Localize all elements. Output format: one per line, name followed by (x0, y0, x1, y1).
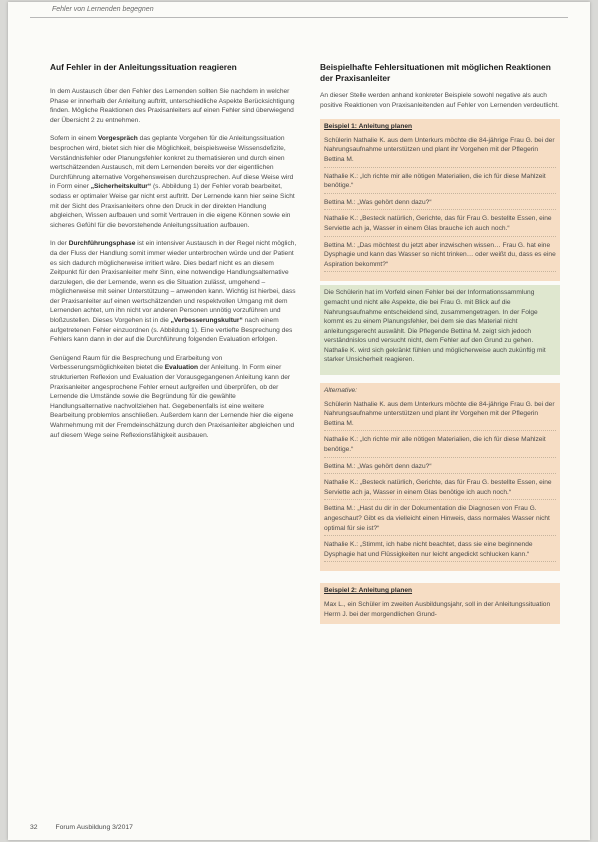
left-column (50, 62, 298, 449)
right-column (320, 62, 560, 624)
left-paragraph-2: Sofern in einem Vorgespräch das geplante Vorgehen für die Anleitungssituation besprochen wird, bietet sich hier die Möglichkeit, beispielsweise Wissensdefizite, Verständnisfehler oder Planungsfehler konkret zu thematisieren und durch einen wertschätzenden Austausch, mit dem Lernenden bereits vor der eigentlichen Durchführung alternative Vorgehensweisen durchzusprechen. Auf diese Weise wird in Form einer „Sicherheitskultur“ (s. Abbildung 1) der Fehler vorab bearbeitet, sodass er optimaler Weise gar nicht erst auftritt. Der Lernende kann hier seine Sicht mit der Sicht des Praxisanleiters ohne den Druck in der direkten Handlung abgleichen, Wissen aufbauen und somit Vertrauen in die eigene Können sowie ein sicheres Gefühl für die bevorstehende Anleitungssituation aufbauen. (50, 135, 295, 229)
dialog-line: Schülerin Nathalie K. aus dem Unterkurs möchte die 84-jährige Frau G. bei der Nahrungsaufnahme unterstützen und plant ihr Vorgehen mit der Pflegerin Bettina M. (324, 136, 556, 168)
page-number: 32 (30, 824, 38, 831)
dialog-line: Bettina M.: „Hast du dir in der Dokumentation die Diagnosen von Frau G. angeschaut? Gibt es da vielleicht einen Hinweis, dass normales Wasser nicht optimal für sie ist?“ (324, 504, 556, 536)
dialog-line: Bettina M.: „Was gehört denn dazu?“ (324, 462, 556, 475)
page-footer (30, 824, 133, 831)
dialog-line: Nathalie K.: „Ich richte mir alle nötigen Materialien, die ich für diese Mahlzeit benötige.“ (324, 172, 556, 194)
right-section-title: Beispielhafte Fehlersituationen mit möglichen Reaktionen der Praxisanleiter (320, 62, 551, 83)
example-1-reaction (320, 285, 560, 375)
example-2-text: Max L., ein Schüler im zweiten Ausbildungsjahr, soll in der Anleitungssituation Herrn J. bei der morgendlichen Grund- (324, 600, 551, 618)
running-head: Fehler von Lernenden begegnen (52, 6, 154, 13)
alternative-heading: Alternative: (324, 387, 357, 395)
document-page (8, 2, 590, 840)
dialog-line: Nathalie K.: „Stimmt, ich habe nicht beachtet, dass sie eine beginnende Dysphagie hat und Flüssigkeiten nur leicht angedickt schlucken kann.“ (324, 540, 556, 562)
left-paragraph-3: In der Durchführungsphase ist ein intensiver Austausch in der Regel nicht möglich, da der Fluss der Handlung somit immer wieder unterbrochen würde und der Patient es sich dadurch möglicherweise irritiert wäre. Dies bedarf nicht es an diesem Zeitpunkt für den Praxisanleiter mehr Sinn, eine notwendige Handlungsalternative darzulegen, die der Lernende, wenn es die Situation zulässt, umgehend – möglicherweise mit seiner Unterstützung – anwenden kann. Wichtig ist hierbei, dass der Praxisanleiter auf einen wertschätzenden und respektvollen Umgang mit dem Lernenden achtet, um ihn nicht vor anderen Personen unnötig vorzuführen und bloßzustellen. Dieses Vorgehen ist in die „Verbesserungskultur“ nach einem aufgetretenen Fehler einzuordnen (s. Abbildung 1). Eine vertiefte Besprechung des Fehlers kann dann in der auf die Durchführung folgenden Evaluation erfolgen. (50, 240, 297, 344)
dialog-line: Nathalie K.: „Besteck natürlich, Gerichte, das für Frau G. bestellte Essen, eine Serviette ach ja, Wasser in einem Glas benötige ich auch noch.“ (324, 478, 556, 500)
dialog-line: Nathalie K.: „Ich richte mir alle nötigen Materialien, die ich für diese Mahlzeit benötige.“ (324, 435, 556, 457)
alternative-box (320, 383, 560, 571)
example-1-heading: Beispiel 1: Anleitung planen (324, 123, 413, 131)
example-2-box (320, 583, 560, 624)
left-paragraph-1: In dem Austausch über den Fehler des Lernenden sollten Sie nachdem in welcher Phase er innerhalb der Anleitung auftritt, unterschiedliche Aspekte Berücksichtigung finden. Mögliche Reaktionen des Praxisanleiters auf einen Fehler sind überwiegend der Übersicht 2 zu entnehmen. (50, 88, 295, 124)
dialog-line: Schülerin Nathalie K. aus dem Unterkurs möchte die 84-jährige Frau G. bei der Nahrungsaufnahme unterstützen und plant ihr Vorgehen mit der Pflegerin Bettina M. (324, 400, 556, 432)
journal-name: Forum Ausbildung 3/2017 (55, 824, 133, 831)
right-intro: An dieser Stelle werden anhand konkreter Beispiele sowohl negative als auch positive Reaktionen von Praxisanleitenden auf Fehler von Lernenden verdeutlicht. (320, 92, 559, 109)
left-paragraph-4: Genügend Raum für die Besprechung und Erarbeitung von Verbesserungsmöglichkeiten bietet die Evaluation der Anleitung. In Form einer strukturierten Reflexion und Evaluation der Vorausgegangenen Anleitung kann der Praxisanleiter angesprochene Fehler erneut aufgreifen und überprüfen, ob der Lernende die Umstände sowie die Begründung für die gewählte Handlungsalternative nachvollziehen hat. Gegebenenfalls ist eine weitere Bearbeitung problemlos anschließen. Außerdem kann der Lernende hier die eigene Wahrnehmung mit der Fremdeinschätzung durch den Praxisanleiter abgleichen und auf diesem Wege seine Reflexionsfähigkeit ausbauen. (50, 354, 295, 439)
example-2-heading: Beispiel 2: Anleitung planen (324, 587, 413, 595)
dialog-line: Bettina M.: „Das möchtest du jetzt aber inzwischen wissen… Frau G. hat eine Dysphagie und kann das Wasser so nicht trinken… oder weißt du, dass es eine Aspiration bekommt?“ (324, 241, 556, 273)
dialog-line: Nathalie K.: „Besteck natürlich, Gerichte, das für Frau G. bestellte Essen, eine Serviette ach ja, Wasser in einem Glas brauche ich auch noch.“ (324, 214, 556, 236)
example-1-box (320, 119, 560, 281)
header-rule (30, 17, 568, 18)
dialog-line: Bettina M.: „Was gehört denn dazu?“ (324, 198, 556, 211)
left-section-title: Auf Fehler in der Anleitungssituation reagieren (50, 62, 237, 72)
reaction-text: Die Schülerin hat im Vorfeld einen Fehler bei der Informationssammlung gemacht und nicht alle Aspekte, die bei Frau G. mit Blick auf die Nahrungsaufnahme entscheidend sind, zusammengetragen. In der Folge kommt es zu einem Planungsfehler, bei dem sie das Material nicht anleitungsgerecht auswählt. Die Pflegende Bettina M. zeigt sich jedoch verständnislos und versucht nicht, dem Fehler auf den Grund zu gehen. Nathalie K. wird sich gekränkt fühlen und möglicherweise auch zukünftig mit starker Unsicherheit reagieren. (324, 289, 546, 364)
